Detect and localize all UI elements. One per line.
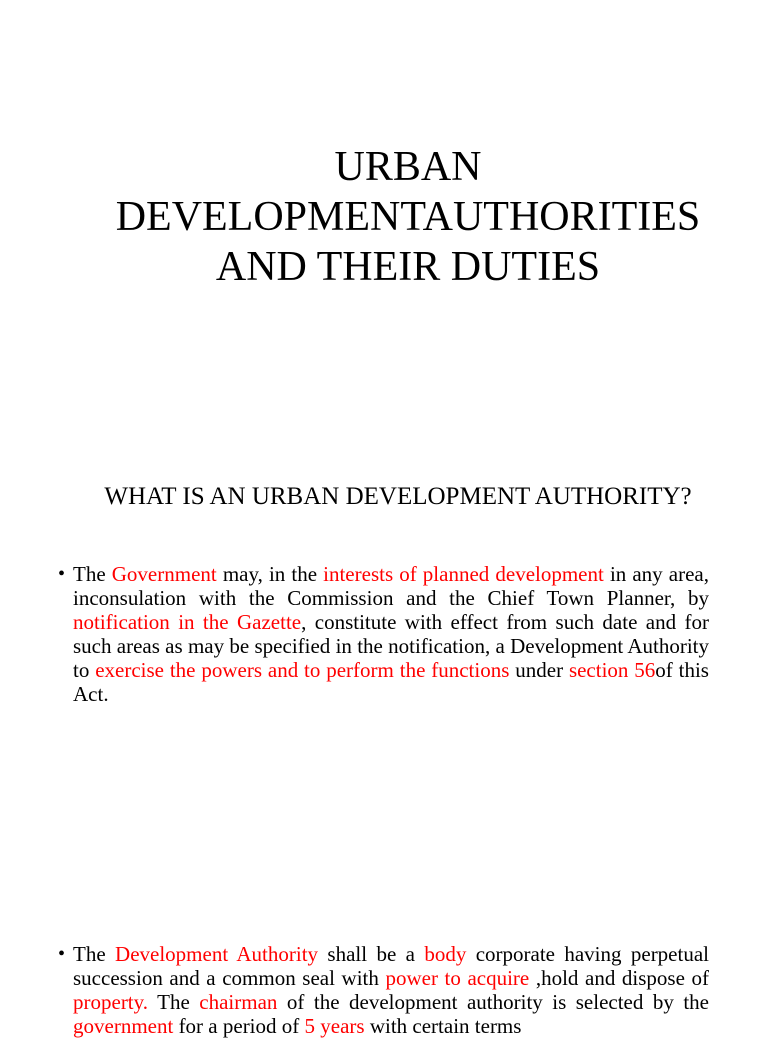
highlighted-term: section 56	[568, 658, 656, 682]
text-segment: The	[73, 942, 116, 966]
highlighted-term: government	[73, 1014, 174, 1038]
bullet-icon: •	[58, 563, 66, 585]
text-segment: of this Act.	[73, 658, 709, 706]
highlighted-term: interests of planned development	[323, 562, 604, 586]
highlighted-term: notification in the Gazette	[73, 610, 302, 634]
highlighted-term: power to acquire	[385, 966, 530, 990]
highlighted-term: property.	[73, 990, 149, 1014]
highlighted-term: Development Authority	[115, 942, 319, 966]
highlighted-term: 5 years	[304, 1014, 365, 1038]
highlighted-term: body	[424, 942, 467, 966]
text-segment: of the development authority is selected by the	[277, 990, 709, 1014]
text-segment: may, in the	[216, 562, 324, 586]
bullet-icon: •	[58, 943, 66, 965]
text-segment: , constitute with effect from such date and for such areas as may be specified in the notification, a Development Authority to	[73, 610, 709, 682]
text-segment: ,hold and dispose of	[529, 966, 709, 990]
slide-title: URBAN DEVELOPMENTAUTHORITIES AND THEIR DUTIES	[115, 144, 701, 290]
text-segment: The	[148, 990, 200, 1014]
text-segment: under	[509, 658, 569, 682]
text-segment: The	[73, 562, 112, 586]
text-segment: with certain terms	[364, 1014, 522, 1038]
text-segment: in any area, inconsulation with the Commission and the Chief Town Planner, by	[73, 562, 709, 610]
section-heading: WHAT IS AN URBAN DEVELOPMENT AUTHORITY?	[104, 483, 692, 510]
highlighted-term: exercise the powers and to perform the functions	[95, 658, 510, 682]
text-segment: for a period of	[173, 1014, 305, 1038]
bullet-point-definition	[58, 562, 709, 706]
text-segment: corporate having perpetual succession and a common seal with	[73, 942, 709, 990]
highlighted-term: Government	[111, 562, 217, 586]
bullet-text	[73, 562, 709, 706]
highlighted-term: chairman	[199, 990, 278, 1014]
text-segment: shall be a	[318, 942, 425, 966]
